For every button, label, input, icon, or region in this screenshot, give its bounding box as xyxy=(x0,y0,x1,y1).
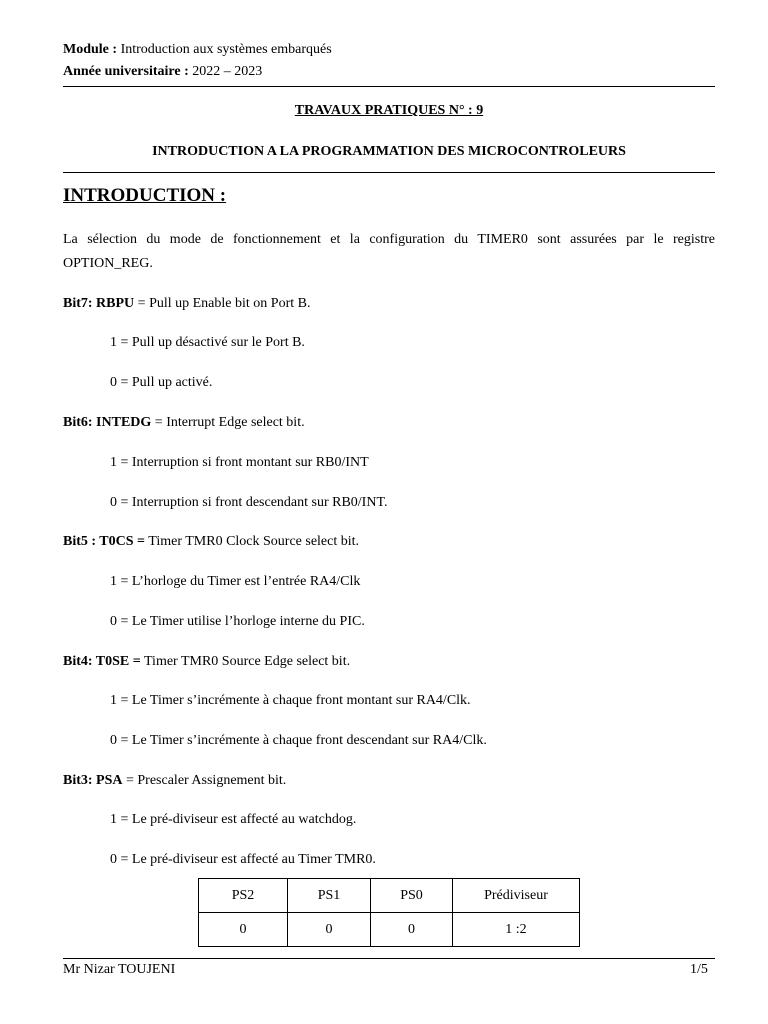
bit5-label: Bit5 : T0CS = xyxy=(63,534,146,549)
table-cell: 0 xyxy=(371,913,453,947)
bit3-opt0: 0 = Le pré-diviseur est affecté au Timer TMR0. xyxy=(110,852,376,867)
bit4-opt1: 1 = Le Timer s’incrémente à chaque front montant sur RA4/Clk. xyxy=(110,693,471,708)
bit5-opt1: 1 = L’horloge du Timer est l’entrée RA4/Clk xyxy=(110,574,361,589)
footer-page-number: 1/5 xyxy=(690,962,708,977)
year-value: 2022 – 2023 xyxy=(192,64,263,79)
table-header-cell: PS2 xyxy=(199,879,288,913)
bit5-desc: Timer TMR0 Clock Source select bit. xyxy=(145,534,360,549)
module-line xyxy=(63,42,332,58)
bit7-desc: = Pull up Enable bit on Port B. xyxy=(134,296,311,311)
table-cell: 0 xyxy=(199,913,288,947)
bit4-line xyxy=(63,654,350,670)
bit7-opt1: 1 = Pull up désactivé sur le Port B. xyxy=(110,335,305,350)
section-heading: INTRODUCTION : xyxy=(63,185,227,206)
footer-author: Mr Nizar TOUJENI xyxy=(63,962,176,977)
bit6-opt1: 1 = Interruption si front montant sur RB0/INT xyxy=(110,455,369,470)
bit4-desc: Timer TMR0 Source Edge select bit. xyxy=(140,654,351,669)
bit3-line xyxy=(63,773,286,789)
year-line xyxy=(63,64,262,80)
bit7-opt0: 0 = Pull up activé. xyxy=(110,375,213,390)
table-header-cell: Prédiviseur xyxy=(453,879,580,913)
subtitle: INTRODUCTION A LA PROGRAMMATION DES MICROCONTROLEURS xyxy=(152,144,626,159)
module-label: Module : xyxy=(63,42,118,57)
title-rule xyxy=(63,172,715,173)
bit6-opt0: 0 = Interruption si front descendant sur RB0/INT. xyxy=(110,495,388,510)
bit3-opt1: 1 = Le pré-diviseur est affecté au watchdog. xyxy=(110,812,357,827)
table-header-cell: PS0 xyxy=(371,879,453,913)
bit3-label: Bit3: PSA xyxy=(63,773,123,788)
footer-rule xyxy=(63,958,715,959)
bit6-label: Bit6: INTEDG xyxy=(63,415,152,430)
bit6-line xyxy=(63,415,305,431)
table-header-row xyxy=(199,879,580,913)
header-rule xyxy=(63,86,715,87)
module-value: Introduction aux systèmes embarqués xyxy=(120,42,332,57)
bit5-line xyxy=(63,534,359,550)
intro-paragraph: La sélection du mode de fonctionnement et la configuration du TIMER0 sont assurées par le registre OPTION_REG. xyxy=(63,232,715,271)
table-header-cell: PS1 xyxy=(288,879,371,913)
bit4-label: Bit4: T0SE = xyxy=(63,654,141,669)
table-row xyxy=(199,913,580,947)
year-label: Année universitaire : xyxy=(63,64,189,79)
table-cell: 1 :2 xyxy=(453,913,580,947)
bit3-desc: = Prescaler Assignement bit. xyxy=(122,773,287,788)
prescaler-table xyxy=(198,878,580,947)
bit4-opt0: 0 = Le Timer s’incrémente à chaque front descendant sur RA4/Clk. xyxy=(110,733,487,748)
tp-title-wrap xyxy=(63,103,715,119)
bit5-opt0: 0 = Le Timer utilise l’horloge interne du PIC. xyxy=(110,614,365,629)
bit6-desc: = Interrupt Edge select bit. xyxy=(151,415,305,430)
table-cell: 0 xyxy=(288,913,371,947)
bit7-label: Bit7: RBPU xyxy=(63,296,135,311)
tp-title: TRAVAUX PRATIQUES N° : 9 xyxy=(294,103,484,118)
bit7-line xyxy=(63,296,310,312)
